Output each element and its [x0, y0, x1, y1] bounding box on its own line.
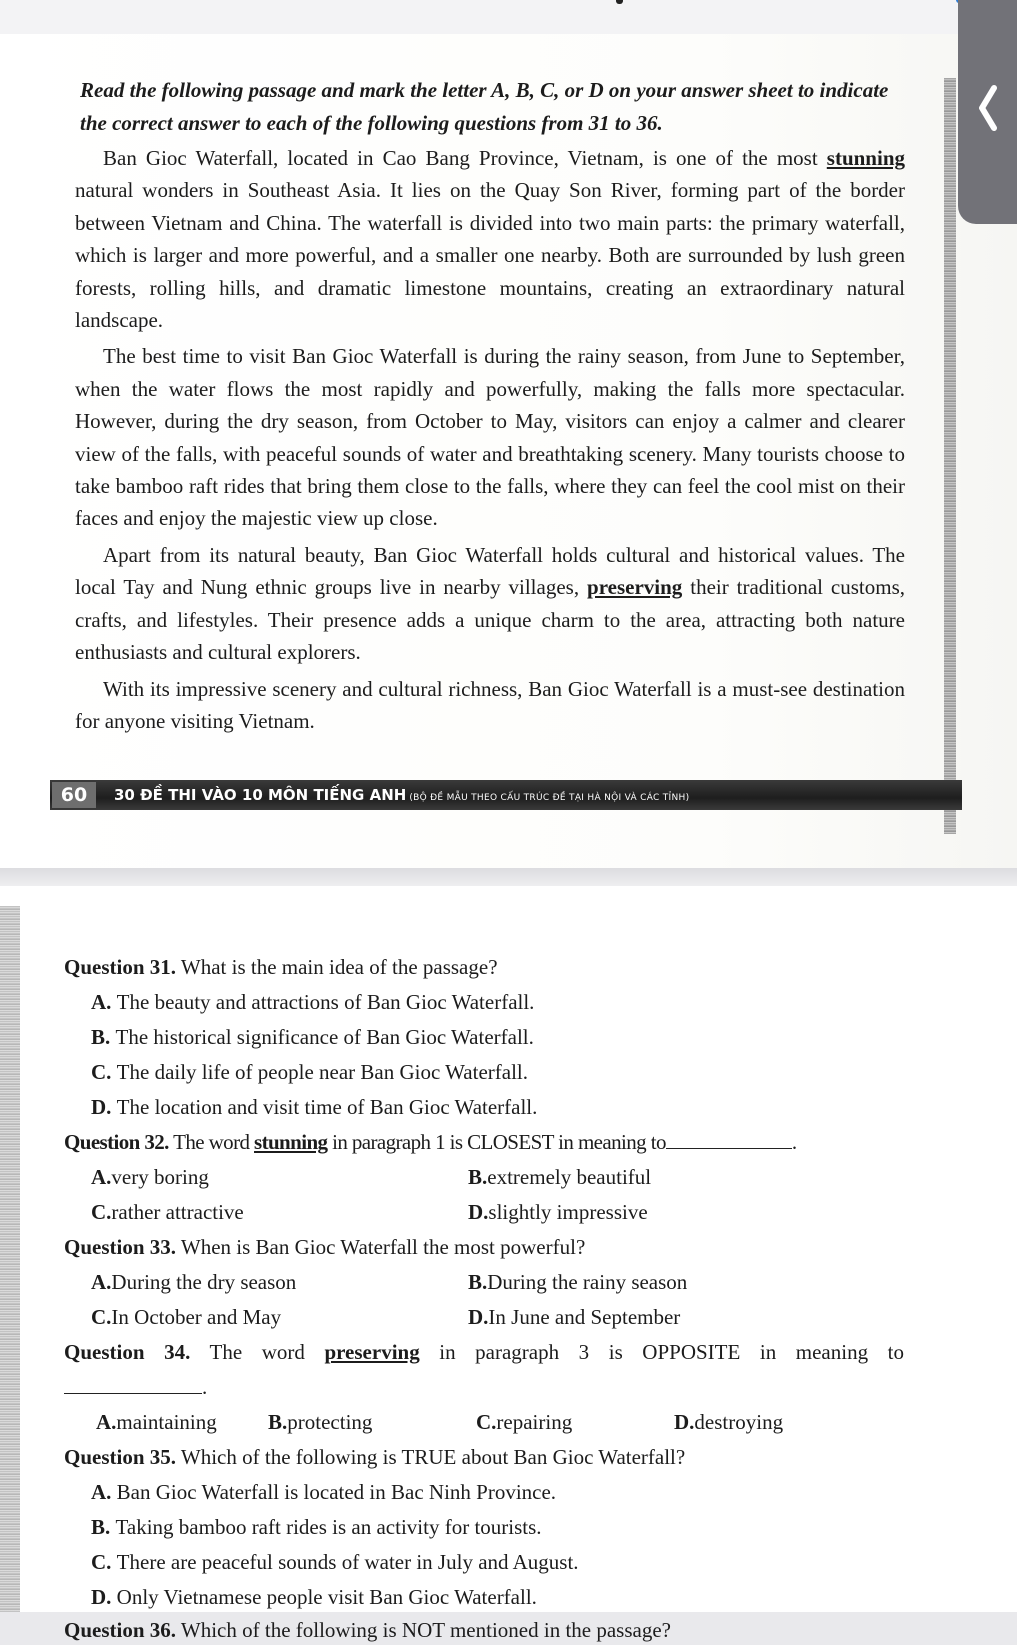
passage-paragraph-4: With its impressive scenery and cultural richness, Ban Gioc Waterfall is a must-see destination for anyone visiting Vietnam.: [75, 676, 905, 733]
q35-option-a[interactable]: A. Ban Gioc Waterfall is located in Bac Ninh Province.: [91, 1480, 557, 1504]
q32-option-d[interactable]: D. slightly impressive: [468, 1200, 648, 1224]
q31-option-b[interactable]: B. The historical significance of Ban Gioc Waterfall.: [91, 1025, 534, 1049]
q31-option-a[interactable]: A. The beauty and attractions of Ban Gioc Waterfall.: [91, 990, 535, 1014]
question-31: Question 31. What is the main idea of the passage?: [64, 955, 498, 979]
book-spine-shadow: [944, 78, 956, 834]
book-subtitle: (BỘ ĐỀ MẪU THEO CẤU TRÚC ĐỀ TẠI HÀ NỘI VÀ CÁC TỈNH): [409, 793, 690, 803]
question-36: Question 36. Which of the following is NOT mentioned in the passage?: [64, 1618, 671, 1642]
q32-options-row-1: [91, 1160, 904, 1195]
book-spine-shadow-left: [0, 906, 20, 1612]
page-one: [0, 34, 1017, 868]
q33-option-b[interactable]: B. During the rainy season: [468, 1270, 688, 1294]
q32-option-b[interactable]: B. extremely beautiful: [468, 1165, 652, 1189]
q34-option-b[interactable]: B. protecting: [268, 1410, 373, 1434]
answer-blank: [64, 1379, 202, 1394]
q32-option-c[interactable]: C. rather attractive: [91, 1200, 244, 1224]
page-footer: [50, 780, 962, 810]
q35-option-c[interactable]: C. There are peaceful sounds of water in July and August.: [91, 1550, 579, 1574]
page-number: 60: [52, 782, 96, 808]
q31-option-d[interactable]: D. The location and visit time of Ban Gioc Waterfall.: [91, 1095, 538, 1119]
q35-option-d[interactable]: D. Only Vietnamese people visit Ban Gioc Waterfall.: [91, 1585, 537, 1609]
q35-option-b[interactable]: B. Taking bamboo raft rides is an activity for tourists.: [91, 1515, 542, 1539]
questions-block: [64, 950, 904, 1645]
q34-option-d[interactable]: D. destroying: [674, 1410, 784, 1434]
q33-option-d[interactable]: D. In June and September: [468, 1305, 681, 1329]
q34-option-a[interactable]: A. maintaining: [96, 1410, 217, 1434]
question-33: Question 33. When is Ban Gioc Waterfall the most powerful?: [64, 1235, 586, 1259]
answer-blank: [666, 1130, 792, 1149]
chevron-left-icon: [976, 84, 1000, 132]
page-gap: [0, 868, 1017, 886]
q31-option-c[interactable]: C. The daily life of people near Ban Gioc Waterfall.: [91, 1060, 529, 1084]
question-34: Question 34. The word preserving in paragraph 3 is OPPOSITE in meaning to: [64, 1340, 904, 1364]
q34-option-c[interactable]: C. repairing: [476, 1410, 573, 1434]
q33-option-a[interactable]: A. During the dry season: [91, 1270, 297, 1294]
q34-options-row: [96, 1405, 904, 1440]
passage-paragraph-3: Apart from its natural beauty, Ban Gioc Waterfall holds cultural and historical values. The local Tay and Nung ethnic groups live in nearby villages, preserving their traditional customs, crafts, and lifestyles. Their presence adds a unique charm to the area, attracting both nature enthusiasts and cultural explorers.: [75, 542, 905, 665]
book-title: 30 ĐỀ THI VÀO 10 MÔN TIẾNG ANH (BỘ ĐỀ MẪU THEO CẤU TRÚC ĐỀ TẠI HÀ NỘI VÀ CÁC TỈNH): [114, 786, 690, 804]
q33-option-c[interactable]: C. In October and May: [91, 1305, 282, 1329]
question-32: Question 32. The word stunning in paragraph 1 is CLOSEST in meaning to .: [64, 1130, 797, 1154]
page-two: [0, 886, 1017, 1642]
back-button[interactable]: [958, 0, 1017, 224]
passage-block: [75, 74, 905, 741]
q32-options-row-2: [91, 1195, 904, 1230]
top-status-strip: [0, 0, 1017, 34]
highlighted-word-preserving: preserving: [587, 575, 683, 600]
q33-options-row-2: [91, 1300, 904, 1335]
passage-paragraph-2: The best time to visit Ban Gioc Waterfall is during the rainy season, from June to September, when the water flows the most rapidly and powerfully, making the falls more spectacular. However, during the dry season, from October to May, visitors can enjoy a calmer and clearer view of the falls, with peaceful sounds of water and breathtaking scenery. Many tourists choose to take bamboo raft rides that bring them close to the falls, where they can feel the cool mist on their faces and enjoy the majestic view up close.: [75, 344, 905, 531]
question-35: Question 35. Which of the following is TRUE about Ban Gioc Waterfall?: [64, 1445, 686, 1469]
question-34-blank-line: .: [64, 1370, 904, 1405]
instruction-text: Read the following passage and mark the letter A, B, C, or D on your answer sheet to indicate the correct answer to each of the following questions from 31 to 36.: [80, 78, 889, 135]
q33-options-row-1: [91, 1265, 904, 1300]
passage-paragraph-1: Ban Gioc Waterfall, located in Cao Bang Province, Vietnam, is one of the most stunning natural wonders in Southeast Asia. It lies on the Quay Son River, forming part of the border between Vietnam and China. The waterfall is divided into two main parts: the primary waterfall, which is larger and more powerful, and a smaller one nearby. Both are surrounded by lush green forests, rolling hills, and dramatic limestone mountains, creating an extraordinary natural landscape.: [75, 146, 905, 333]
status-indicator: [616, 0, 623, 4]
highlighted-word-stunning: stunning: [826, 146, 905, 170]
q32-option-a[interactable]: A. very boring: [91, 1165, 209, 1189]
